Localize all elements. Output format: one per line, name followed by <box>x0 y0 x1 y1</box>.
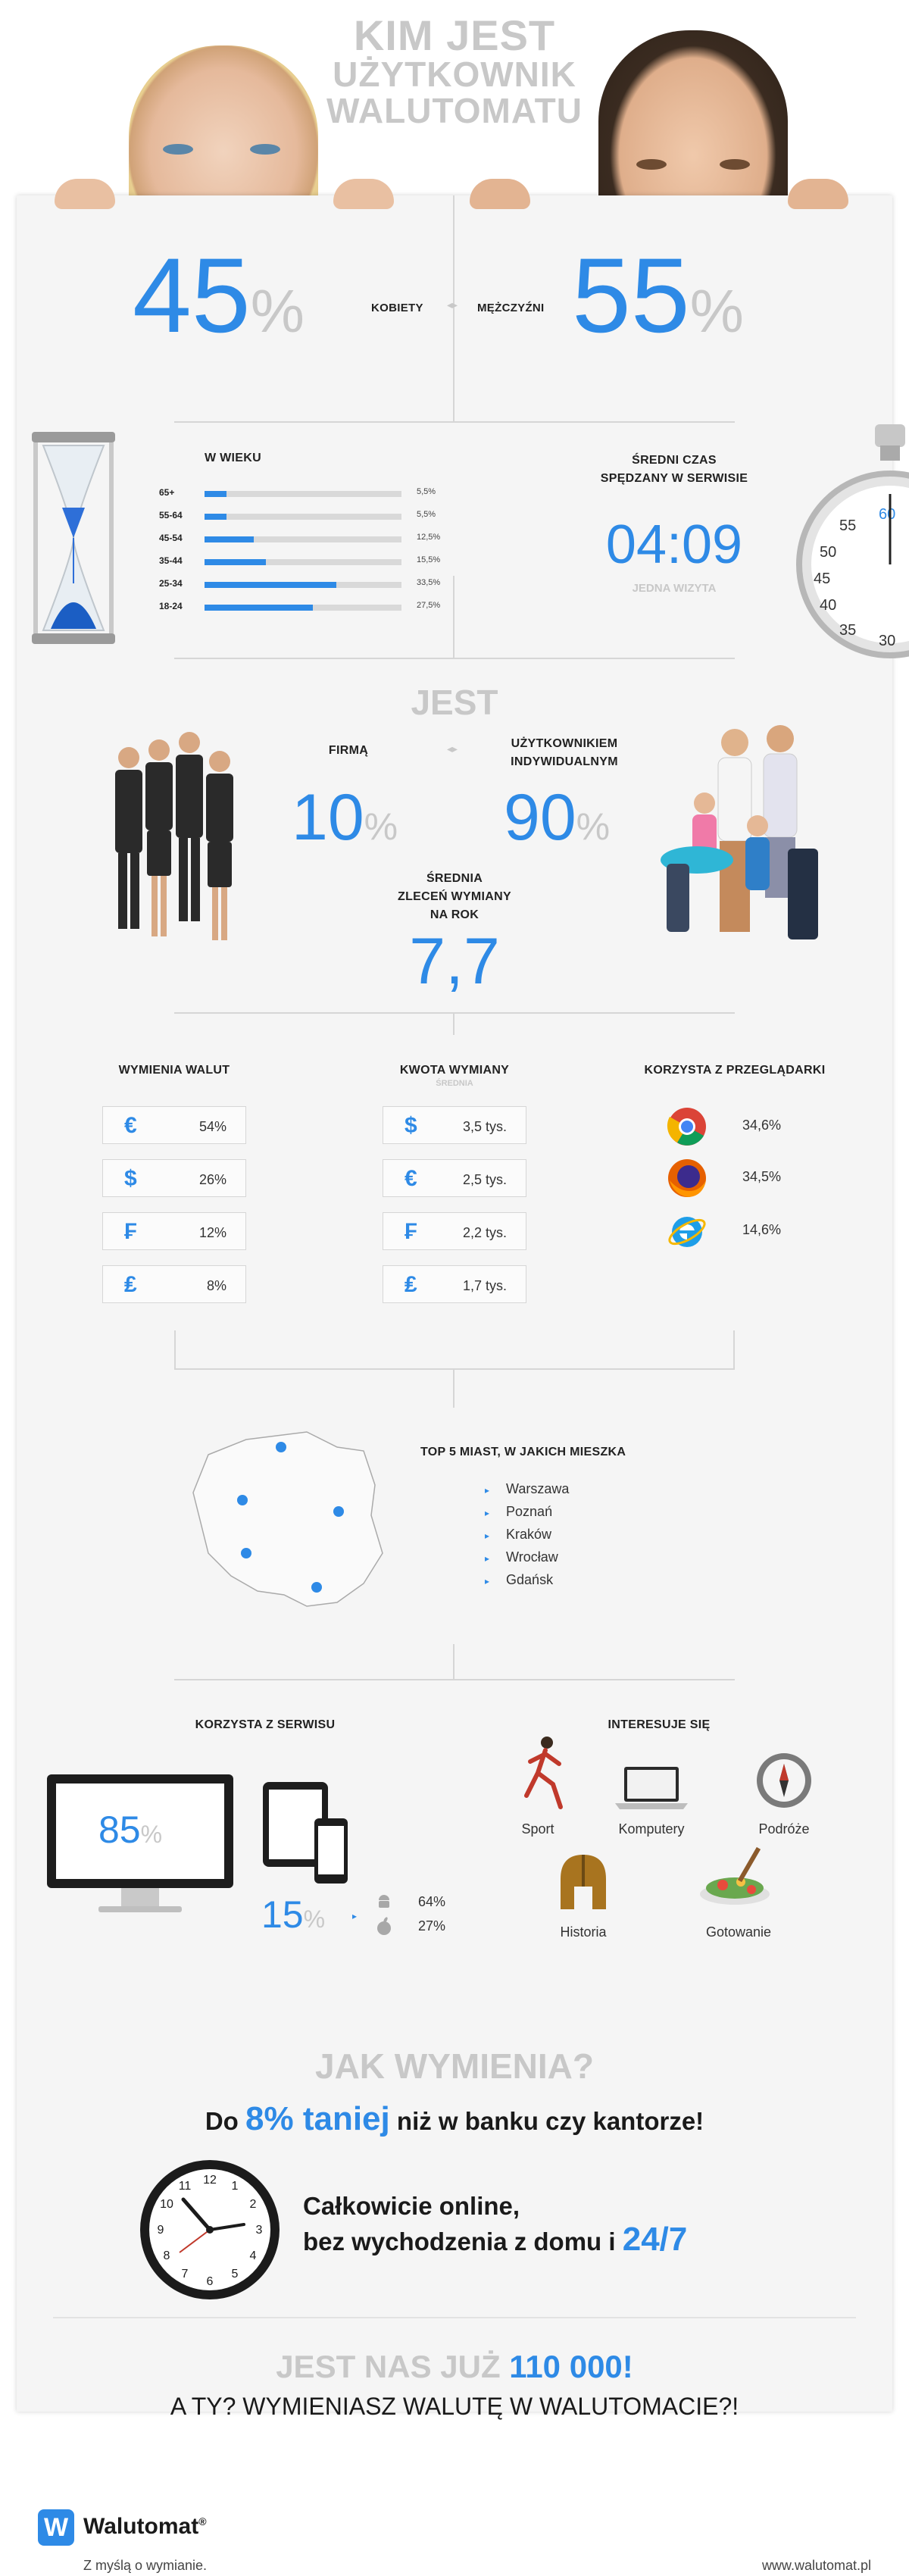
mobile-percent: % <box>303 1905 326 1933</box>
svg-text:9: 9 <box>157 2224 164 2237</box>
stopwatch-tick: 40 <box>820 597 837 614</box>
stopwatch-tick: 45 <box>814 571 831 587</box>
arrow-icon: ▸ <box>485 1530 490 1541</box>
age-bar-track <box>205 605 401 611</box>
svg-text:7: 7 <box>181 2268 189 2281</box>
compass-icon <box>754 1750 814 1811</box>
age-row-label: 45-54 <box>159 533 183 543</box>
svg-text:11: 11 <box>178 2180 192 2193</box>
hand-right-1 <box>470 179 530 209</box>
age-bar-track <box>205 536 401 542</box>
currency-item <box>102 1265 246 1303</box>
age-bar-track <box>205 582 401 588</box>
age-title: W WIEKU <box>205 452 261 464</box>
firm-percent: % <box>364 805 398 848</box>
how-line3: bez wychodzenia z domu i 24/7 <box>303 2221 688 2258</box>
age-bar-track <box>205 559 401 565</box>
arrow-icon: ▸ <box>485 1553 490 1564</box>
currency-symbol-icon: € <box>124 1113 137 1138</box>
desktop-monitor-icon <box>45 1773 235 1924</box>
amount-value: 2,2 tys. <box>462 1225 507 1240</box>
helmet-icon <box>553 1849 614 1917</box>
firefox-icon <box>667 1158 708 1199</box>
age-row-label: 35-44 <box>159 555 183 566</box>
firm-label: FIRMĄ <box>328 744 369 757</box>
stopwatch-icon <box>795 424 909 659</box>
firm-value: 10 <box>292 781 364 854</box>
currency-share: 8% <box>206 1278 226 1293</box>
currency-symbol-icon: ₤ <box>124 1272 137 1297</box>
women-value: 45 <box>133 236 251 355</box>
city-item <box>485 1527 551 1543</box>
amounts-title: KWOTA WYMIANY <box>399 1064 510 1077</box>
currency-symbol-icon: $ <box>405 1113 417 1138</box>
browser-value: 34,6% <box>742 1118 782 1133</box>
devices-title: KORZYSTA Z SERWISU <box>195 1718 336 1731</box>
svg-text:12: 12 <box>203 2174 217 2187</box>
amount-item <box>383 1212 526 1250</box>
age-row-value: 15,5% <box>417 555 441 564</box>
individual-percent: % <box>576 805 611 848</box>
age-row <box>159 530 462 546</box>
mobile-value: 15 <box>261 1893 304 1936</box>
women-label: KOBIETY <box>371 302 423 314</box>
svg-text:1: 1 <box>231 2180 239 2193</box>
stopwatch-tick: 55 <box>839 517 857 534</box>
desktop-value: 85 <box>98 1809 141 1851</box>
time-title-line2: SPĘDZANY W SERWISIE <box>600 472 748 485</box>
currency-symbol-icon: ₣ <box>405 1219 417 1244</box>
time-value: 04:09 <box>605 514 743 575</box>
interest-label: Historia <box>560 1924 607 1940</box>
age-row-label: 25-34 <box>159 578 183 589</box>
age-row-value: 5,5% <box>417 510 436 519</box>
amount-value: 3,5 tys. <box>462 1119 507 1134</box>
title-line2: UŻYTKOWNIK <box>333 55 576 94</box>
age-row-value: 5,5% <box>417 487 436 496</box>
browsers-title: KORZYSTA Z PRZEGLĄDARKI <box>644 1064 826 1077</box>
age-bar <box>205 559 266 565</box>
how-line2: Całkowicie online, <box>303 2192 520 2220</box>
men-value: 55 <box>572 236 690 355</box>
svg-text:5: 5 <box>231 2268 239 2281</box>
business-people-photo <box>98 720 250 955</box>
men-percent: % <box>689 277 744 345</box>
how-line3-highlight: 24/7 <box>622 2221 688 2258</box>
android-icon <box>376 1893 392 1909</box>
avg-label-line1: ŚREDNIA <box>426 872 483 885</box>
currency-symbol-icon: ₤ <box>405 1272 417 1297</box>
walutomat-logo[interactable]: W Walutomat® <box>38 2508 235 2546</box>
city-name: Kraków <box>506 1527 552 1542</box>
age-bar <box>205 536 254 542</box>
jest-title: JEST <box>411 683 498 722</box>
interest-label: Podróże <box>758 1821 810 1837</box>
woman-photo <box>129 45 318 197</box>
tagline: Z myślą o wymianie. <box>83 2558 208 2573</box>
currency-item <box>102 1106 246 1144</box>
age-bar-track <box>205 491 401 497</box>
amount-item <box>383 1159 526 1197</box>
laptop-icon <box>614 1765 689 1811</box>
currency-symbol-icon: $ <box>124 1166 137 1191</box>
city-name: Gdańsk <box>506 1572 554 1587</box>
age-row-value: 33,5% <box>417 578 441 587</box>
desktop-percent: % <box>140 1821 163 1848</box>
currency-share: 26% <box>198 1172 226 1187</box>
city-item <box>485 1572 553 1588</box>
svg-text:10: 10 <box>160 2198 173 2211</box>
amount-value: 1,7 tys. <box>462 1278 507 1293</box>
cta-highlight: 110 000! <box>509 2349 633 2384</box>
browser-row <box>667 1106 894 1144</box>
ios-value: 27% <box>418 1918 446 1934</box>
how-line1-highlight: 8% taniej <box>245 2100 390 2137</box>
hand-right-2 <box>788 179 848 209</box>
age-row <box>159 485 462 500</box>
internet-explorer-icon <box>667 1211 708 1252</box>
age-row-value: 27,5% <box>417 601 441 610</box>
cta-line2: A TY? WYMIENIASZ WALUTĘ W WALUTOMACIE?! <box>170 2393 739 2420</box>
apple-icon <box>376 1917 392 1935</box>
android-value: 64% <box>418 1894 446 1909</box>
avg-label-line2: ZLECEŃ WYMIANY <box>398 890 511 903</box>
browser-row <box>667 1211 894 1249</box>
age-row <box>159 553 462 568</box>
interests-title: INTERESUJE SIĘ <box>608 1718 711 1731</box>
currency-share: 12% <box>198 1225 226 1240</box>
cooking-icon <box>697 1841 780 1917</box>
hand-left-1 <box>55 179 115 209</box>
age-bar <box>205 514 226 520</box>
age-bar-track <box>205 514 401 520</box>
age-row-label: 55-64 <box>159 510 183 521</box>
footer <box>0 2417 909 2576</box>
svg-text:2: 2 <box>249 2198 257 2211</box>
wall-clock-icon <box>138 2158 282 2302</box>
currency-symbol-icon: € <box>405 1166 417 1191</box>
city-name: Wrocław <box>506 1549 558 1565</box>
gender-separator: ◂▸ <box>447 299 458 311</box>
hand-left-2 <box>333 179 394 209</box>
cities-title: TOP 5 MIAST, W JAKICH MIESZKA <box>420 1446 626 1458</box>
avg-value: 7,7 <box>409 925 500 998</box>
how-title: JAK WYMIENIA? <box>315 2046 594 2086</box>
stopwatch-tick: 35 <box>839 622 857 639</box>
age-bar <box>205 582 336 588</box>
men-label: MĘŻCZYŹNI <box>477 302 545 314</box>
poland-map <box>186 1424 390 1621</box>
age-bar <box>205 605 313 611</box>
cta-line1: JEST NAS JUŻ 110 000! <box>276 2349 633 2384</box>
currency-item <box>102 1212 246 1250</box>
stopwatch-tick: 30 <box>879 633 896 649</box>
interest-label: Gotowanie <box>705 1924 772 1940</box>
how-line1: Do 8% taniej niż w banku czy kantorze! <box>205 2100 704 2137</box>
amount-item <box>383 1265 526 1303</box>
arrow-icon: ▸ <box>485 1576 490 1587</box>
age-row-label: 18-24 <box>159 601 183 611</box>
runner-icon <box>515 1735 568 1811</box>
brand-name: Walutomat <box>83 2514 199 2539</box>
hourglass-icon <box>17 424 123 652</box>
age-row-label: 65+ <box>159 487 175 498</box>
currency-share: 54% <box>198 1119 226 1134</box>
city-name: Warszawa <box>506 1481 570 1496</box>
age-bar <box>205 491 226 497</box>
interest-label: Sport <box>521 1821 554 1837</box>
browser-value: 14,6% <box>742 1222 782 1237</box>
footer-url[interactable]: www.walutomat.pl <box>761 2558 871 2573</box>
svg-text:4: 4 <box>249 2249 257 2262</box>
family-photo <box>659 720 826 955</box>
stopwatch-tick: 50 <box>820 544 837 561</box>
arrow-icon: ▸ <box>485 1485 490 1496</box>
mobile-arrow-icon: ▸ <box>352 1911 358 1921</box>
age-row <box>159 576 462 591</box>
avg-label-line3: NA ROK <box>430 908 479 921</box>
currency-item <box>102 1159 246 1197</box>
age-row <box>159 599 462 614</box>
amounts-subtitle: ŚREDNIA <box>436 1079 473 1088</box>
age-row <box>159 508 462 523</box>
currency-symbol-icon: ₣ <box>124 1219 137 1244</box>
individual-value: 90 <box>504 781 576 854</box>
arrow-icon: ▸ <box>485 1508 490 1518</box>
age-row-value: 12,5% <box>417 533 441 542</box>
individual-label-line2: INDYWIDUALNYM <box>511 755 618 768</box>
city-name: Poznań <box>506 1504 553 1519</box>
svg-text:6: 6 <box>206 2275 214 2288</box>
chrome-icon <box>667 1106 708 1147</box>
interest-label: Komputery <box>618 1821 685 1837</box>
amount-value: 2,5 tys. <box>462 1172 507 1187</box>
svg-text:3: 3 <box>255 2224 263 2237</box>
women-percent: % <box>250 277 305 345</box>
currencies-title: WYMIENIA WALUT <box>118 1064 230 1077</box>
logo-badge: W <box>38 2509 74 2546</box>
header <box>0 0 909 197</box>
time-sub: JEDNA WIZYTA <box>632 582 717 595</box>
browser-value: 34,5% <box>742 1169 782 1184</box>
title-line1: KIM JEST <box>353 11 556 59</box>
city-item <box>485 1481 569 1497</box>
city-item <box>485 1504 552 1520</box>
amount-item <box>383 1106 526 1144</box>
browser-row <box>667 1158 894 1196</box>
man-photo <box>598 30 788 197</box>
time-title-line1: ŚREDNI CZAS <box>632 454 717 467</box>
title-line3: WALUTOMATU <box>326 91 583 130</box>
jest-separator: ◂▸ <box>447 742 458 755</box>
tablet-phone-icon <box>261 1780 352 1887</box>
individual-label-line1: UŻYTKOWNIKIEM <box>511 737 618 750</box>
city-item <box>485 1549 558 1565</box>
stopwatch-tick: 60 <box>879 506 896 523</box>
svg-text:8: 8 <box>163 2249 170 2262</box>
